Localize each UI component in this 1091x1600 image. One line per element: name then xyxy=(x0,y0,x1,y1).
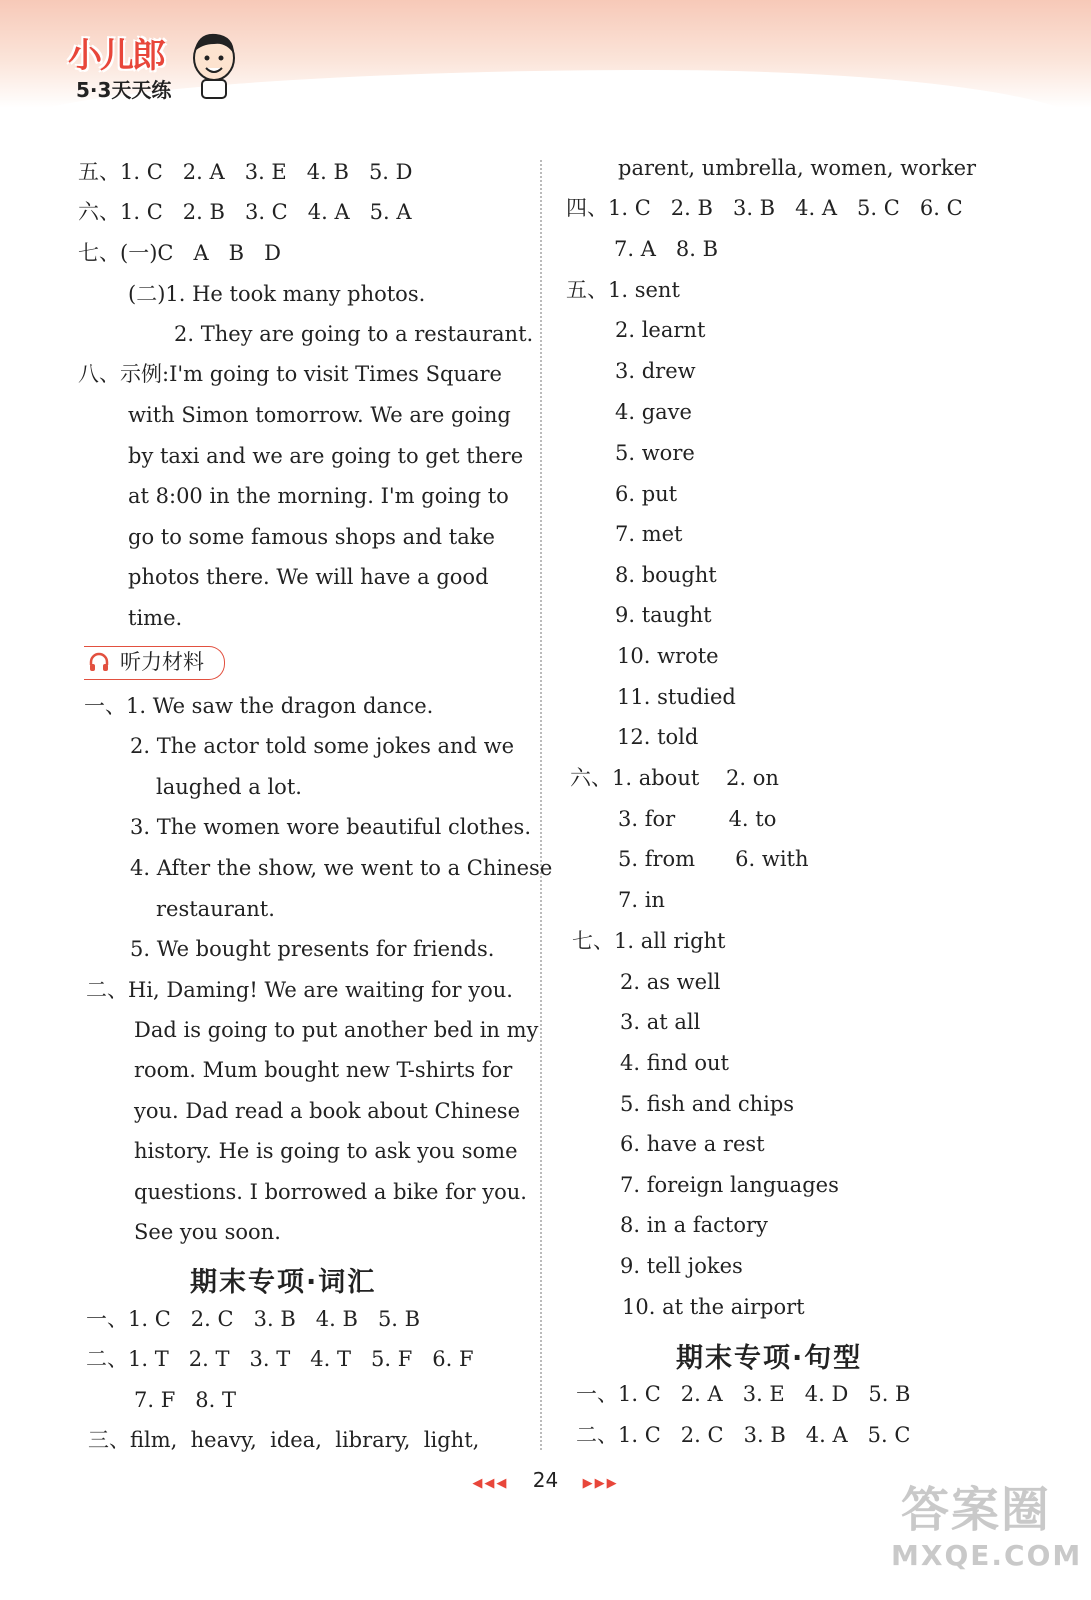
answer-line: 四、1. C 2. B 3. B 4. A 5. C 6. C xyxy=(566,196,963,220)
answer-line: parent, umbrella, women, worker xyxy=(618,156,977,180)
answer-line: 一、1. C 2. A 3. E 4. D 5. B xyxy=(576,1382,911,1406)
answer-line: at 8:00 in the morning. I'm going to xyxy=(128,484,509,508)
logo-subtitle: 5·3天天练 xyxy=(76,78,172,102)
answer-line: 10. wrote xyxy=(617,644,719,668)
transcript-line: laughed a lot. xyxy=(156,775,302,799)
answer-line: (二)1. He took many photos. xyxy=(128,282,426,306)
answer-line: 八、示例:I'm going to visit Times Square xyxy=(78,362,502,386)
transcript-line: 3. The women wore beautiful clothes. xyxy=(130,815,531,839)
answer-line: 7. met xyxy=(615,522,683,546)
answer-line: 7. in xyxy=(618,888,665,912)
answer-line: 六、1. C 2. B 3. C 4. A 5. A xyxy=(78,200,412,224)
answer-line: 8. bought xyxy=(615,563,717,587)
answer-line: 9. taught xyxy=(615,603,712,627)
listening-tag-label: 听力材料 xyxy=(120,650,204,674)
answer-line: time. xyxy=(128,606,183,630)
next-arrows-icon: ▶▶▶ xyxy=(582,1476,619,1491)
answer-line: 3. at all xyxy=(620,1010,701,1034)
logo-title: 小儿郎 xyxy=(68,36,164,76)
transcript-line: 2. The actor told some jokes and we xyxy=(130,734,515,758)
section-heading-sentence: 期末专项·句型 xyxy=(676,1343,863,1374)
headphones-icon xyxy=(88,651,110,673)
answer-line: 六、1. about 2. on xyxy=(570,766,779,790)
watermark-text: 答案圈 xyxy=(900,1482,1051,1538)
transcript-line: questions. I borrowed a bike for you. xyxy=(134,1180,527,1204)
answer-line: go to some famous shops and take xyxy=(128,525,495,549)
answer-line: 7. F 8. T xyxy=(134,1388,237,1412)
answer-line: 七、1. all right xyxy=(572,929,726,953)
transcript-line: you. Dad read a book about Chinese xyxy=(134,1099,520,1123)
answer-line: 七、(一)C A B D xyxy=(78,241,281,265)
mascot-icon xyxy=(188,30,240,100)
answer-line: 三、film, heavy, idea, library, light, xyxy=(88,1428,480,1452)
answer-line: 二、1. T 2. T 3. T 4. T 5. F 6. F xyxy=(86,1347,474,1371)
answer-line: 7. A 8. B xyxy=(614,237,719,261)
section-heading-vocabulary: 期末专项·词汇 xyxy=(190,1267,377,1298)
transcript-line: See you soon. xyxy=(134,1220,281,1244)
answer-line: photos there. We will have a good xyxy=(128,565,489,589)
answer-line: by taxi and we are going to get there xyxy=(128,444,524,468)
watermark-url: MXQE.COM xyxy=(891,1539,1083,1572)
transcript-line: 5. We bought presents for friends. xyxy=(130,937,495,961)
answer-line: 6. put xyxy=(615,482,678,506)
answer-line: 一、1. C 2. C 3. B 4. B 5. B xyxy=(86,1307,421,1331)
column-divider xyxy=(540,160,542,1450)
answer-line: 12. told xyxy=(617,725,699,749)
answer-line: 5. fish and chips xyxy=(620,1092,795,1116)
answer-line: 10. at the airport xyxy=(622,1295,805,1319)
transcript-line: 一、1. We saw the dragon dance. xyxy=(84,694,434,718)
answer-line: 9. tell jokes xyxy=(620,1254,743,1278)
answer-line: 2. learnt xyxy=(615,318,706,342)
answer-line: 五、1. C 2. A 3. E 4. B 5. D xyxy=(78,160,413,184)
answer-line: 5. wore xyxy=(615,441,695,465)
answer-line: 5. from 6. with xyxy=(618,847,809,871)
transcript-line: 二、Hi, Daming! We are waiting for you. xyxy=(86,978,513,1002)
answer-line: 4. find out xyxy=(620,1051,729,1075)
transcript-line: restaurant. xyxy=(156,897,275,921)
answer-line: 2. as well xyxy=(620,970,721,994)
answer-line: 3. drew xyxy=(615,359,696,383)
watermark xyxy=(891,1480,1083,1590)
transcript-line: 4. After the show, we went to a Chinese xyxy=(130,856,553,880)
answer-line: 五、1. sent xyxy=(566,278,680,302)
page-number: 24 xyxy=(532,1468,559,1492)
answer-line: 11. studied xyxy=(617,685,736,709)
answer-line: 8. in a factory xyxy=(620,1213,768,1237)
answer-line: with Simon tomorrow. We are going xyxy=(128,403,511,427)
transcript-line: history. He is going to ask you some xyxy=(134,1139,518,1163)
transcript-line: room. Mum bought new T-shirts for xyxy=(134,1058,513,1082)
prev-arrows-icon: ◀◀◀ xyxy=(472,1476,509,1491)
answer-line: 2. They are going to a restaurant. xyxy=(174,322,534,346)
answer-line: 二、1. C 2. C 3. B 4. A 5. C xyxy=(576,1423,911,1447)
answer-line: 4. gave xyxy=(615,400,692,424)
answer-line: 6. have a rest xyxy=(620,1132,765,1156)
answer-line: 7. foreign languages xyxy=(620,1173,839,1197)
answer-line: 3. for 4. to xyxy=(618,807,777,831)
transcript-line: Dad is going to put another bed in my xyxy=(134,1018,539,1042)
